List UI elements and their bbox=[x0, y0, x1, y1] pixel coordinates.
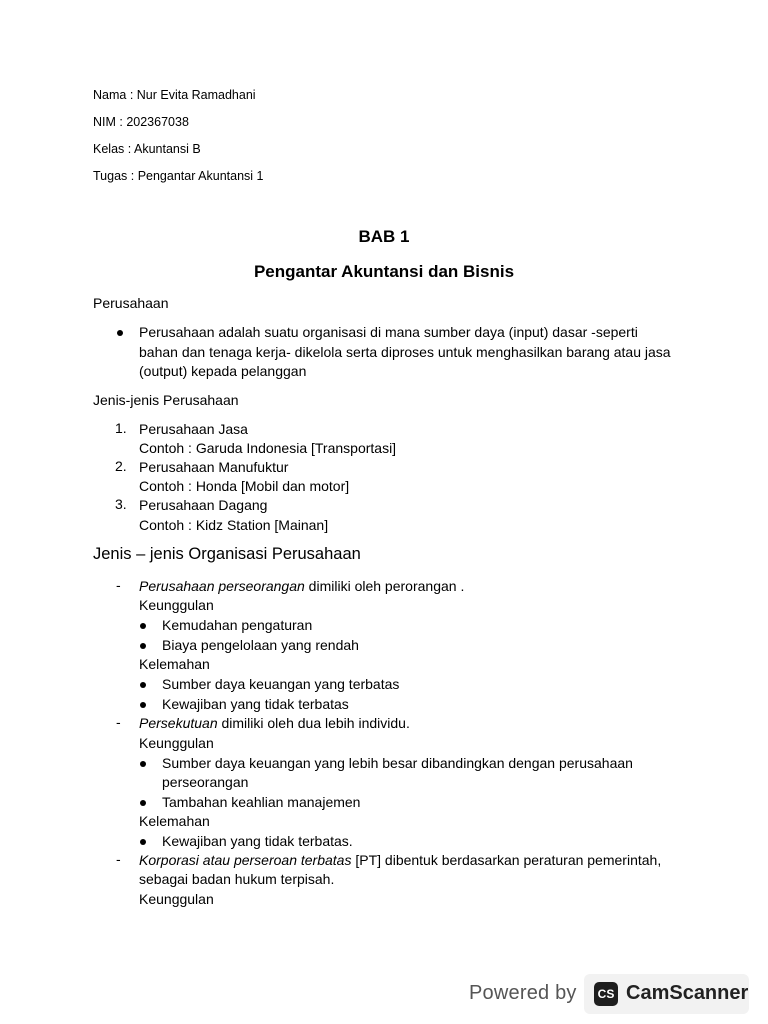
list-item: Sumber daya keuangan yang lebih besar dibandingkan dengan perusahaan bbox=[162, 755, 633, 771]
list-number: 2. bbox=[115, 458, 127, 474]
org-type-1-desc: dimiliki oleh perorangan . bbox=[304, 578, 465, 594]
bullet-icon bbox=[140, 800, 146, 806]
org-type-1-title: Perusahaan perseorangan bbox=[139, 578, 305, 594]
list-number: 3. bbox=[115, 496, 127, 512]
dash-marker: - bbox=[116, 851, 121, 867]
student-class: Kelas : Akuntansi B bbox=[93, 142, 201, 156]
camscanner-logo-icon: CS bbox=[594, 982, 618, 1006]
list-item: Tambahan keahlian manajemen bbox=[162, 794, 361, 810]
org-type-3-title: Korporasi atau perseroan terbatas bbox=[139, 852, 352, 868]
list-item: Sumber daya keuangan yang terbatas bbox=[162, 676, 400, 692]
list-item-continuation: perseorangan bbox=[162, 774, 249, 790]
list-item-example: Contoh : Garuda Indonesia [Transportasi] bbox=[139, 440, 397, 456]
bullet-icon bbox=[117, 330, 123, 336]
bullet-icon bbox=[140, 761, 146, 767]
section-perusahaan-heading: Perusahaan bbox=[93, 295, 169, 311]
bullet-icon bbox=[140, 623, 146, 629]
definition-line-2: bahan dan tenaga kerja- dikelola serta diproses untuk menghasilkan barang atau jasa bbox=[139, 344, 671, 360]
list-item: Perusahaan Manufuktur bbox=[139, 459, 289, 475]
student-nim: NIM : 202367038 bbox=[93, 115, 189, 129]
student-name: Nama : Nur Evita Ramadhani bbox=[93, 88, 256, 102]
list-item: Kewajiban yang tidak terbatas bbox=[162, 696, 349, 712]
list-item-example: Contoh : Kidz Station [Mainan] bbox=[139, 517, 329, 533]
keunggulan-label: Keunggulan bbox=[139, 597, 214, 613]
chapter-subtitle: Pengantar Akuntansi dan Bisnis bbox=[253, 262, 515, 281]
list-item: Kemudahan pengaturan bbox=[162, 617, 313, 633]
keunggulan-label: Keunggulan bbox=[139, 891, 214, 907]
dash-marker: - bbox=[116, 714, 121, 730]
list-item: Perusahaan Dagang bbox=[139, 497, 268, 513]
list-item-example: Contoh : Honda [Mobil dan motor] bbox=[139, 478, 350, 494]
section-jenis-heading: Jenis-jenis Perusahaan bbox=[93, 392, 239, 408]
list-item: Perusahaan Jasa bbox=[139, 421, 248, 437]
org-type-3-desc: [PT] dibentuk berdasarkan peraturan pemerintah, bbox=[351, 852, 662, 868]
powered-by-text: Powered by bbox=[469, 982, 577, 1004]
list-item: Biaya pengelolaan yang rendah bbox=[162, 637, 359, 653]
org-type-2 bbox=[139, 714, 410, 734]
dash-marker: - bbox=[116, 577, 121, 593]
definition-line-1: Perusahaan adalah suatu organisasi di mana sumber daya (input) dasar -seperti bbox=[139, 324, 638, 340]
kelemahan-label: Kelemahan bbox=[139, 813, 210, 829]
bullet-icon bbox=[140, 643, 146, 649]
org-type-3 bbox=[139, 851, 661, 871]
list-number: 1. bbox=[115, 420, 127, 436]
bullet-icon bbox=[140, 702, 146, 708]
camscanner-brand: CamScanner bbox=[626, 982, 749, 1004]
definition-line-3: (output) kepada pelanggan bbox=[139, 363, 307, 379]
assignment: Tugas : Pengantar Akuntansi 1 bbox=[93, 169, 264, 183]
list-item: Kewajiban yang tidak terbatas. bbox=[162, 833, 353, 849]
org-type-1 bbox=[139, 577, 464, 597]
org-type-2-desc: dimiliki oleh dua lebih individu. bbox=[217, 715, 410, 731]
kelemahan-label: Kelemahan bbox=[139, 656, 210, 672]
section-organisasi-heading: Jenis – jenis Organisasi Perusahaan bbox=[93, 545, 361, 563]
org-type-3-desc-line-2: sebagai badan hukum terpisah. bbox=[139, 871, 335, 887]
bullet-icon bbox=[140, 839, 146, 845]
org-type-2-title: Persekutuan bbox=[139, 715, 218, 731]
bullet-icon bbox=[140, 682, 146, 688]
chapter-title: BAB 1 bbox=[358, 227, 410, 246]
keunggulan-label: Keunggulan bbox=[139, 735, 214, 751]
